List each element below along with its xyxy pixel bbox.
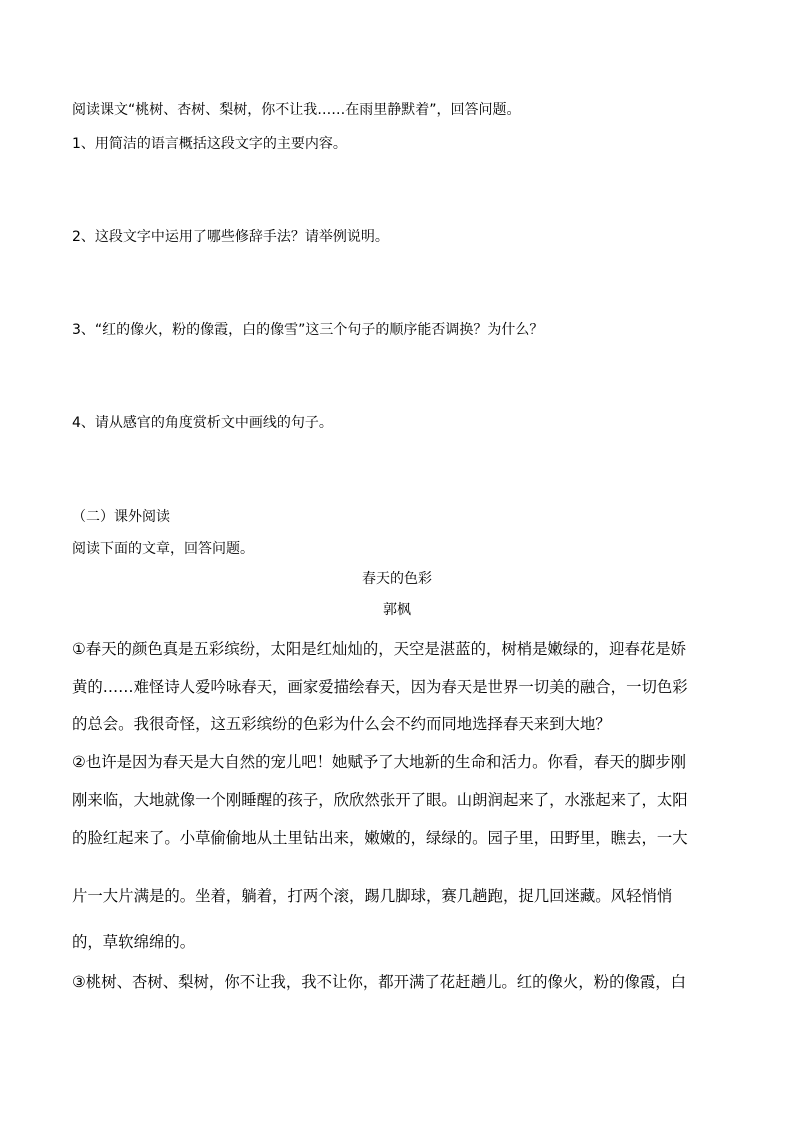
article-author: 郭枫 <box>383 602 411 618</box>
article-title: 春天的色彩 <box>362 571 432 587</box>
article-line: ②也许是因为春天是大自然的宠儿吧！她赋予了大地新的生命和活力。你看，春天的脚步刚 <box>72 753 687 771</box>
reading-intro: 阅读课文“桃树、杏树、梨树，你不让我……在雨里静默着”，回答问题。 <box>72 102 521 118</box>
article-line: 刚来临，大地就像一个刚睡醒的孩子，欣欣然张开了眼。山朗润起来了，水涨起来了，太阳 <box>72 791 688 809</box>
article-line: 的脸红起来了。小草偷偷地从土里钻出来，嫩嫩的，绿绿的。园子里，田野里，瞧去，一大 <box>72 829 688 847</box>
article-line: ③桃树、杏树、梨树，你不让我，我不让你，都开满了花赶趟儿。红的像火，粉的像霞，白 <box>72 973 687 991</box>
question-2: 2、这段文字中运用了哪些修辞手法？请举例说明。 <box>72 229 389 245</box>
question-1: 1、用简洁的语言概括这段文字的主要内容。 <box>72 136 347 152</box>
article-line: 的，草软绵绵的。 <box>72 933 196 951</box>
article-line: 黄的……难怪诗人爱吟咏春天，画家爱描绘春天，因为春天是世界一切美的融合，一切色彩 <box>72 678 688 696</box>
question-4: 4、请从感官的角度赏析文中画线的句子。 <box>72 415 333 431</box>
question-3: 3、“红的像火，粉的像霞，白的像雪”这三个句子的顺序能否调换？为什么？ <box>72 322 544 338</box>
article-line: 片一大片满是的。坐着，躺着，打两个滚，踢几脚球，赛几趟跑，捉几回迷藏。风轻悄悄 <box>72 887 673 905</box>
section-heading: （二）课外阅读 <box>72 509 170 525</box>
article-line: ①春天的颜色真是五彩缤纷，太阳是红灿灿的，天空是湛蓝的，树梢是嫩绿的，迎春花是娇 <box>72 640 687 658</box>
section-instruction: 阅读下面的文章，回答问题。 <box>72 541 254 557</box>
article-line: 的总会。我很奇怪，这五彩缤纷的色彩为什么会不约而同地选择春天来到大地？ <box>72 715 611 733</box>
